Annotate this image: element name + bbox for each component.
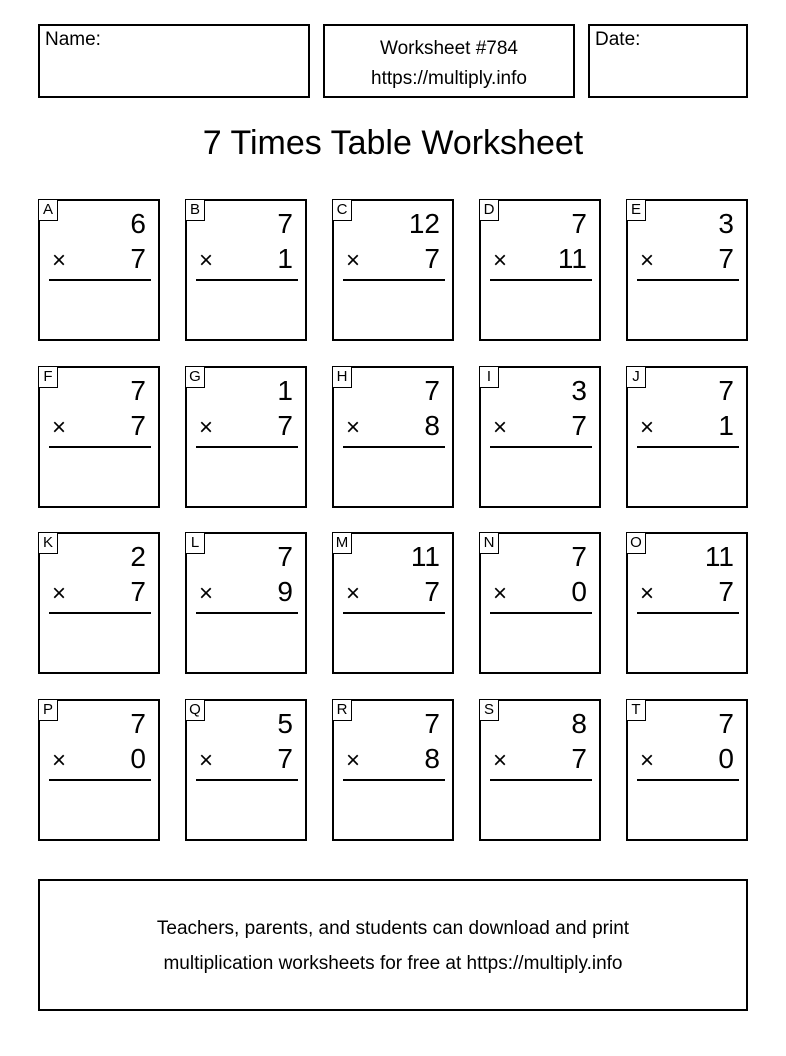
problem-card[interactable] [332,199,454,341]
multiplicand: 7 [571,541,587,572]
problem-card[interactable] [332,366,454,508]
problem-letter: L [185,532,205,554]
problem-letter: C [332,199,352,221]
times-sign: × [640,580,655,607]
multiplicand: 7 [424,375,440,406]
answer-line [196,279,298,281]
problem-letter: E [626,199,646,221]
problem-card[interactable] [479,699,601,841]
problem-card[interactable] [332,699,454,841]
answer-line [343,279,445,281]
footer-box [38,879,748,1011]
answer-line [637,279,739,281]
worksheet-info-box [323,24,575,98]
footer-line-2: multiplication worksheets for free at https://multiply.info [163,953,623,974]
multiplier: 7 [571,410,587,441]
problem-letter: J [626,366,646,388]
answer-line [49,612,151,614]
times-sign: × [52,580,67,607]
page-title: 7 Times Table Worksheet [202,124,584,162]
multiplier: 9 [277,576,293,607]
multiplier: 0 [718,743,734,774]
problem-card[interactable] [38,199,160,341]
problem-card[interactable] [626,199,748,341]
multiplicand: 7 [718,708,734,739]
multiplier: 0 [130,743,146,774]
times-sign: × [493,414,508,441]
times-sign: × [52,747,67,774]
times-sign: × [493,580,508,607]
multiplier: 1 [277,243,293,274]
multiplier: 8 [424,410,440,441]
problem-card[interactable] [332,532,454,674]
answer-line [196,612,298,614]
multiplicand: 7 [277,208,293,239]
multiplicand: 3 [571,375,587,406]
times-sign: × [640,414,655,441]
problem-card[interactable] [626,366,748,508]
multiplier: 7 [424,243,440,274]
multiplicand: 6 [130,208,146,239]
answer-line [637,446,739,448]
answer-line [490,612,592,614]
problem-card[interactable] [38,532,160,674]
problem-card[interactable] [479,366,601,508]
multiplicand: 7 [424,708,440,739]
multiplicand: 7 [130,375,146,406]
problem-letter: B [185,199,205,221]
answer-line [343,779,445,781]
answer-line [343,446,445,448]
problem-letter: G [185,366,205,388]
problem-card[interactable] [38,366,160,508]
times-sign: × [346,247,361,274]
times-sign: × [346,580,361,607]
worksheet-url: https://multiply.info [371,68,527,89]
answer-line [49,279,151,281]
multiplier: 7 [130,576,146,607]
multiplier: 7 [571,743,587,774]
answer-line [637,612,739,614]
problem-letter: H [332,366,352,388]
multiplier: 0 [571,576,587,607]
multiplicand: 1 [277,375,293,406]
name-label: Name: [45,29,101,50]
times-sign: × [52,247,67,274]
worksheet-number: Worksheet #784 [379,38,518,59]
multiplier: 7 [130,243,146,274]
times-sign: × [493,747,508,774]
multiplicand: 12 [408,208,440,239]
problem-card[interactable] [185,699,307,841]
problem-letter: K [38,532,58,554]
multiplicand: 7 [718,375,734,406]
times-sign: × [199,580,214,607]
name-field-box[interactable] [38,24,310,98]
answer-line [490,279,592,281]
multiplicand: 7 [277,541,293,572]
problem-card[interactable] [38,699,160,841]
date-field-box[interactable] [588,24,748,98]
multiplier: 11 [557,243,587,274]
problem-card[interactable] [185,532,307,674]
problem-card[interactable] [185,199,307,341]
times-sign: × [493,247,508,274]
multiplicand: 11 [704,541,734,572]
times-sign: × [346,414,361,441]
multiplicand: 2 [130,541,146,572]
answer-line [196,779,298,781]
times-sign: × [640,747,655,774]
times-sign: × [640,247,655,274]
multiplicand: 5 [277,708,293,739]
problem-letter: T [626,699,646,721]
multiplicand: 7 [130,708,146,739]
multiplier: 7 [277,743,293,774]
answer-line [343,612,445,614]
problem-letter: M [332,532,352,554]
problem-card[interactable] [626,699,748,841]
multiplier: 7 [277,410,293,441]
answer-line [196,446,298,448]
multiplier: 8 [424,743,440,774]
multiplier: 7 [130,410,146,441]
multiplicand: 8 [571,708,587,739]
footer-line-1: Teachers, parents, and students can download and print [156,918,630,939]
multiplicand: 3 [718,208,734,239]
times-sign: × [52,414,67,441]
problem-letter: S [479,699,499,721]
date-label: Date: [595,29,641,50]
problem-letter: Q [185,699,205,721]
problem-card[interactable] [185,366,307,508]
problem-letter: D [479,199,499,221]
answer-line [49,779,151,781]
problem-letter: A [38,199,58,221]
multiplicand: 11 [410,541,440,572]
problem-letter: P [38,699,58,721]
times-sign: × [199,414,214,441]
multiplicand: 7 [571,208,587,239]
answer-line [490,779,592,781]
multiplier: 7 [424,576,440,607]
answer-line [490,446,592,448]
problem-letter: R [332,699,352,721]
problem-card[interactable] [479,199,601,341]
problem-letter: O [626,532,646,554]
times-sign: × [199,747,214,774]
times-sign: × [346,747,361,774]
multiplier: 1 [718,410,734,441]
answer-line [49,446,151,448]
problem-card[interactable] [626,532,748,674]
times-sign: × [199,247,214,274]
problem-letter: N [479,532,499,554]
multiplier: 7 [718,576,734,607]
multiplier: 7 [718,243,734,274]
answer-line [637,779,739,781]
problem-card[interactable] [479,532,601,674]
problem-letter: F [38,366,58,388]
problem-letter: I [479,366,499,388]
